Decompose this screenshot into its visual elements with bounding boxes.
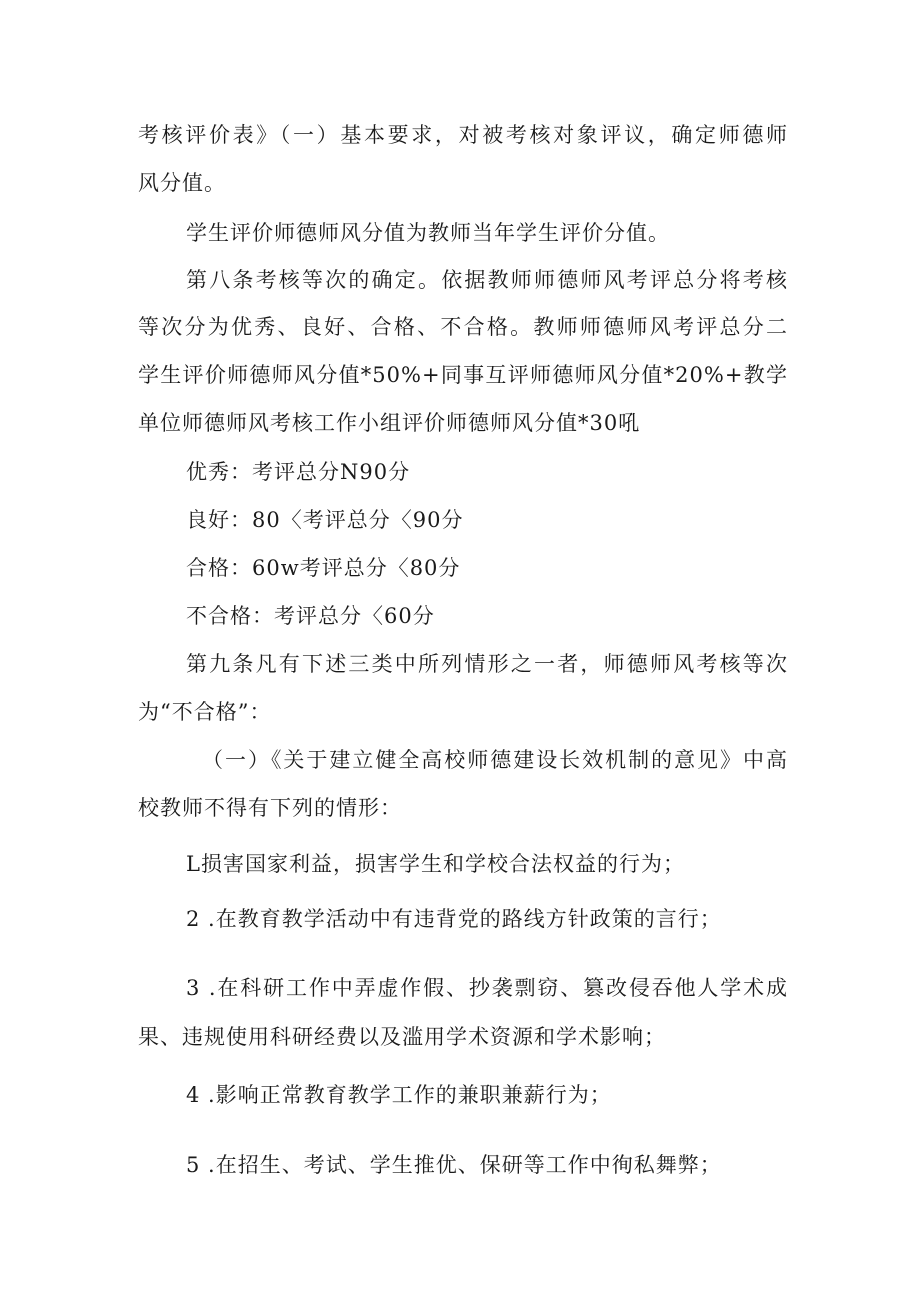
text-line-18: 3 .在科研工作中弄虚作假、抄袭剽窃、篡改侵吞他人学术成 (186, 976, 788, 1000)
text-line-17: 2 .在教育教学活动中有违背党的路线方针政策的言行； (186, 907, 722, 931)
text-line-19: 果、违规使用科研经费以及滥用学术资源和学术影响； (138, 1025, 666, 1049)
text-line-5: 等次分为优秀、良好、合格、不合格。教师师德师风考评总分二 (138, 315, 788, 339)
text-line-7: 单位师德师风考核工作小组评价师德师风分值*30吼 (138, 411, 641, 435)
text-line-12: 第九条凡有下述三类中所列情形之一者，师德师风考核等次 (186, 652, 788, 676)
text-line-6: 学生评价师德师风分值*50%+同事互评师德师风分值*20%+教学 (138, 363, 788, 387)
text-line-20: 4 .影响正常教育教学工作的兼职兼薪行为； (186, 1083, 612, 1107)
text-line-4: 第八条考核等次的确定。依据教师师德师风考评总分将考核 (186, 268, 788, 292)
text-line-13: 为“不合格”： (138, 700, 272, 724)
text-line-15: 校教师不得有下列的情形： (138, 796, 402, 820)
text-line-8: 优秀：考评总分N90分 (186, 460, 411, 484)
text-line-21: 5 .在招生、考试、学生推优、保研等工作中徇私舞弊； (186, 1153, 722, 1177)
text-line-11: 不合格：考评总分〈60分 (186, 604, 435, 628)
text-line-9: 良好：80〈考评总分〈90分 (186, 508, 464, 532)
text-line-16: L损害国家利益，损害学生和学校合法权益的行为； (186, 852, 685, 876)
text-line-14: （一）《关于建立健全高校师德建设长效机制的意见》中高 (202, 748, 788, 772)
text-line-2: 风分值。 (138, 171, 226, 195)
text-line-3: 学生评价师德师风分值为教师当年学生评价分值。 (186, 221, 670, 245)
text-line-10: 合格：60w考评总分〈80分 (186, 556, 461, 580)
text-line-1: 考核评价表》（一）基本要求，对被考核对象评议，确定师德师 (138, 123, 788, 147)
